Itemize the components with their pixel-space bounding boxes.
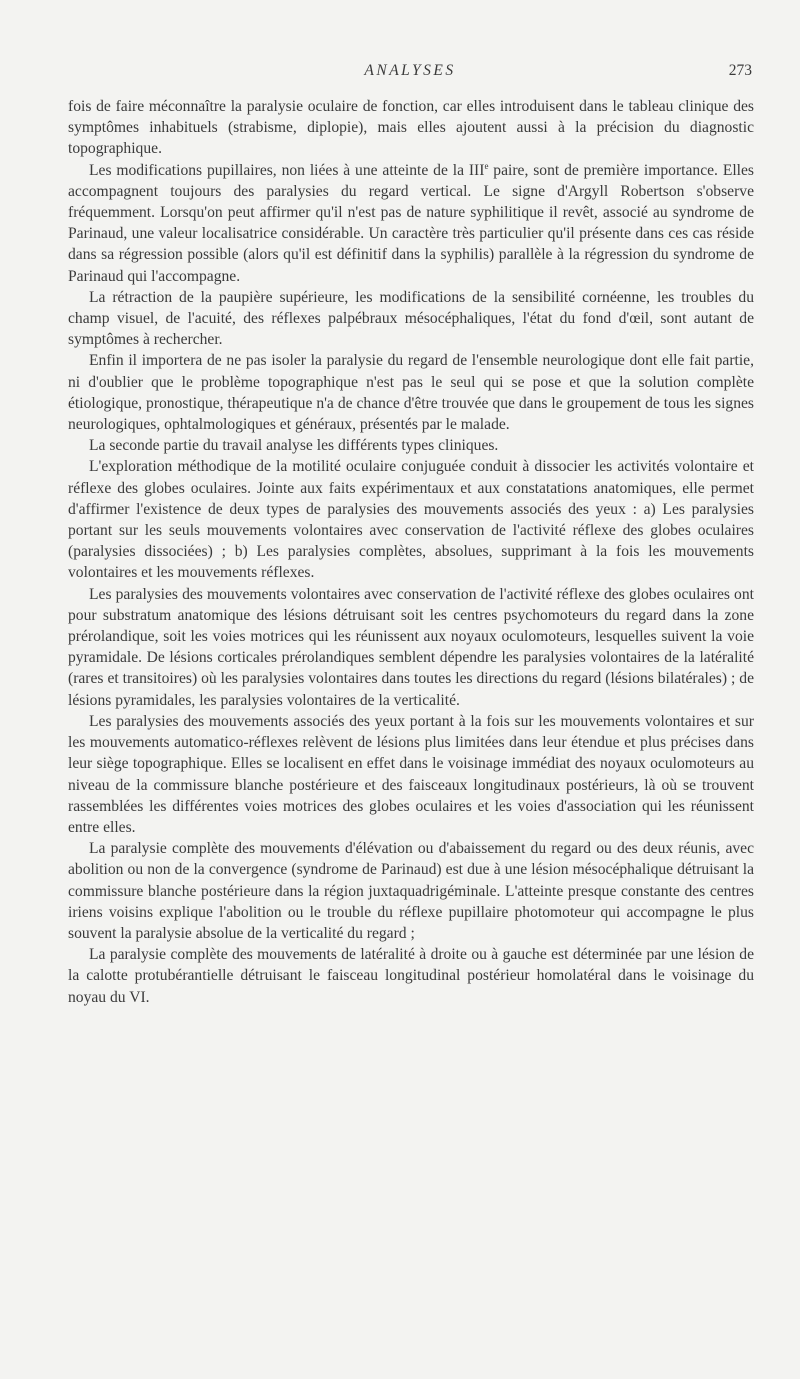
paragraph: Les modifications pupillaires, non liées à une atteinte de la IIIe paire, sont de première importance. Elles accompagnent toujours des paralysies du regard vertical. Le signe d'Argyll Robertson s'observe fréquemment. Lorsqu'on peut affirmer qu'il n'est pas de nature syphilitique il revêt, associé au syndrome de Parinaud, une valeur localisatrice considérable. Un caractère très particulier qu'il présente dans ces cas réside dans sa régression possible (alors qu'il est définitif dans la syphilis) parallèle à la régression du syndrome de Parinaud qui l'accompagne. (68, 160, 754, 285)
paragraph: Enfin il importera de ne pas isoler la paralysie du regard de l'ensemble neurologique dont elle fait partie, ni d'oublier que le problème topographique n'est pas le seul qui se pose et que la solution complète étiologique, pronostique, thérapeutique n'a de chance d'être trouvée que dans le groupement de tous les signes neurologiques, ophtalmologiques et généraux, présentés par le malade. (68, 352, 754, 434)
paragraph: La paralysie complète des mouvements d'élévation ou d'abaissement du regard ou des deux réunis, avec abolition ou non de la convergence (syndrome de Parinaud) est due à une lésion mésocéphalique détruisant la commissure blanche postérieure dans la région juxtaquadrigéminale. L'atteinte presque constante des centres iriens voisins explique l'abolition ou le trouble du réflexe pupillaire photomoteur qui accompagne le plus souvent la paralysie absolue de la verticalité du regard ; (68, 840, 754, 942)
page-number: 273 (728, 62, 752, 79)
paragraph: fois de faire méconnaître la paralysie oculaire de fonction, car elles introduisent dans le tableau clinique des symptômes inhabituels (strabisme, diplopie), mais elles ajoutent aussi à la précision du diagnostic topographique. (68, 98, 754, 158)
paragraph: Les paralysies des mouvements associés des yeux portant à la fois sur les mouvements volontaires et sur les mouvements automatico-réflexes relèvent de lésions plus limitées dans leur étendue et plus précises dans leur siège topographique. Elles se localisent en effet dans le voisinage immédiat des noyaux oculomoteurs au niveau de la commissure blanche postérieure et des faisceaux longitudinaux postérieurs, là où se trouvent rassemblées les différentes voies motrices des globes oculaires et les voies d'association qui les réunissent entre elles. (68, 712, 754, 836)
paragraph: L'exploration méthodique de la motilité oculaire conjuguée conduit à dissocier les activités volontaire et réflexe des globes oculaires. Jointe aux faits expérimentaux et aux constatations anatomiques, elle permet d'affirmer l'existence de deux types de paralysies des mouvements associés des yeux : a) Les paralysies portant sur les seuls mouvements volontaires avec conservation de l'activité réflexe des globes oculaires (paralysies dissociées) ; b) Les paralysies complètes, absolues, supprimant à la fois les mouvements volontaires et les mouvements réflexes. (68, 458, 754, 582)
paragraph: La rétraction de la paupière supérieure, les modifications de la sensibilité cornéenne, les troubles du champ visuel, de l'acuité, des réflexes palpébraux mésocéphaliques, l'état du fond d'œil, sont autant de symptômes à rechercher. (68, 288, 754, 349)
running-head (68, 62, 752, 84)
paragraph: Les paralysies des mouvements volontaires avec conservation de l'activité réflexe des globes oculaires ont pour substratum anatomique des lésions détruisant soit les centres psychomoteurs du regard dans la zone prérolandique, soit les voies motrices qui les réunissent aux noyaux oculomoteurs, lesquelles suivent la voie pyramidale. De lésions corticales prérolandiques semblent dépendre les paralysies volontaires de la latéralité (rares et transitoires) où les paralysies volontaires dans toutes les directions du regard (lésions bilatérales) ; de lésions pyramidales, les paralysies volontaires de la verticalité. (68, 585, 754, 709)
running-title: ANALYSES (364, 62, 456, 79)
paragraph: La paralysie complète des mouvements de latéralité à droite ou à gauche est déterminée par une lésion de la calotte protubérantielle détruisant le faisceau longitudinal postérieur homolatéral dans le voisinage du noyau du VI. (68, 946, 754, 1006)
body-text (68, 96, 754, 1008)
paragraph: La seconde partie du travail analyse les différents types cliniques. (89, 437, 499, 455)
